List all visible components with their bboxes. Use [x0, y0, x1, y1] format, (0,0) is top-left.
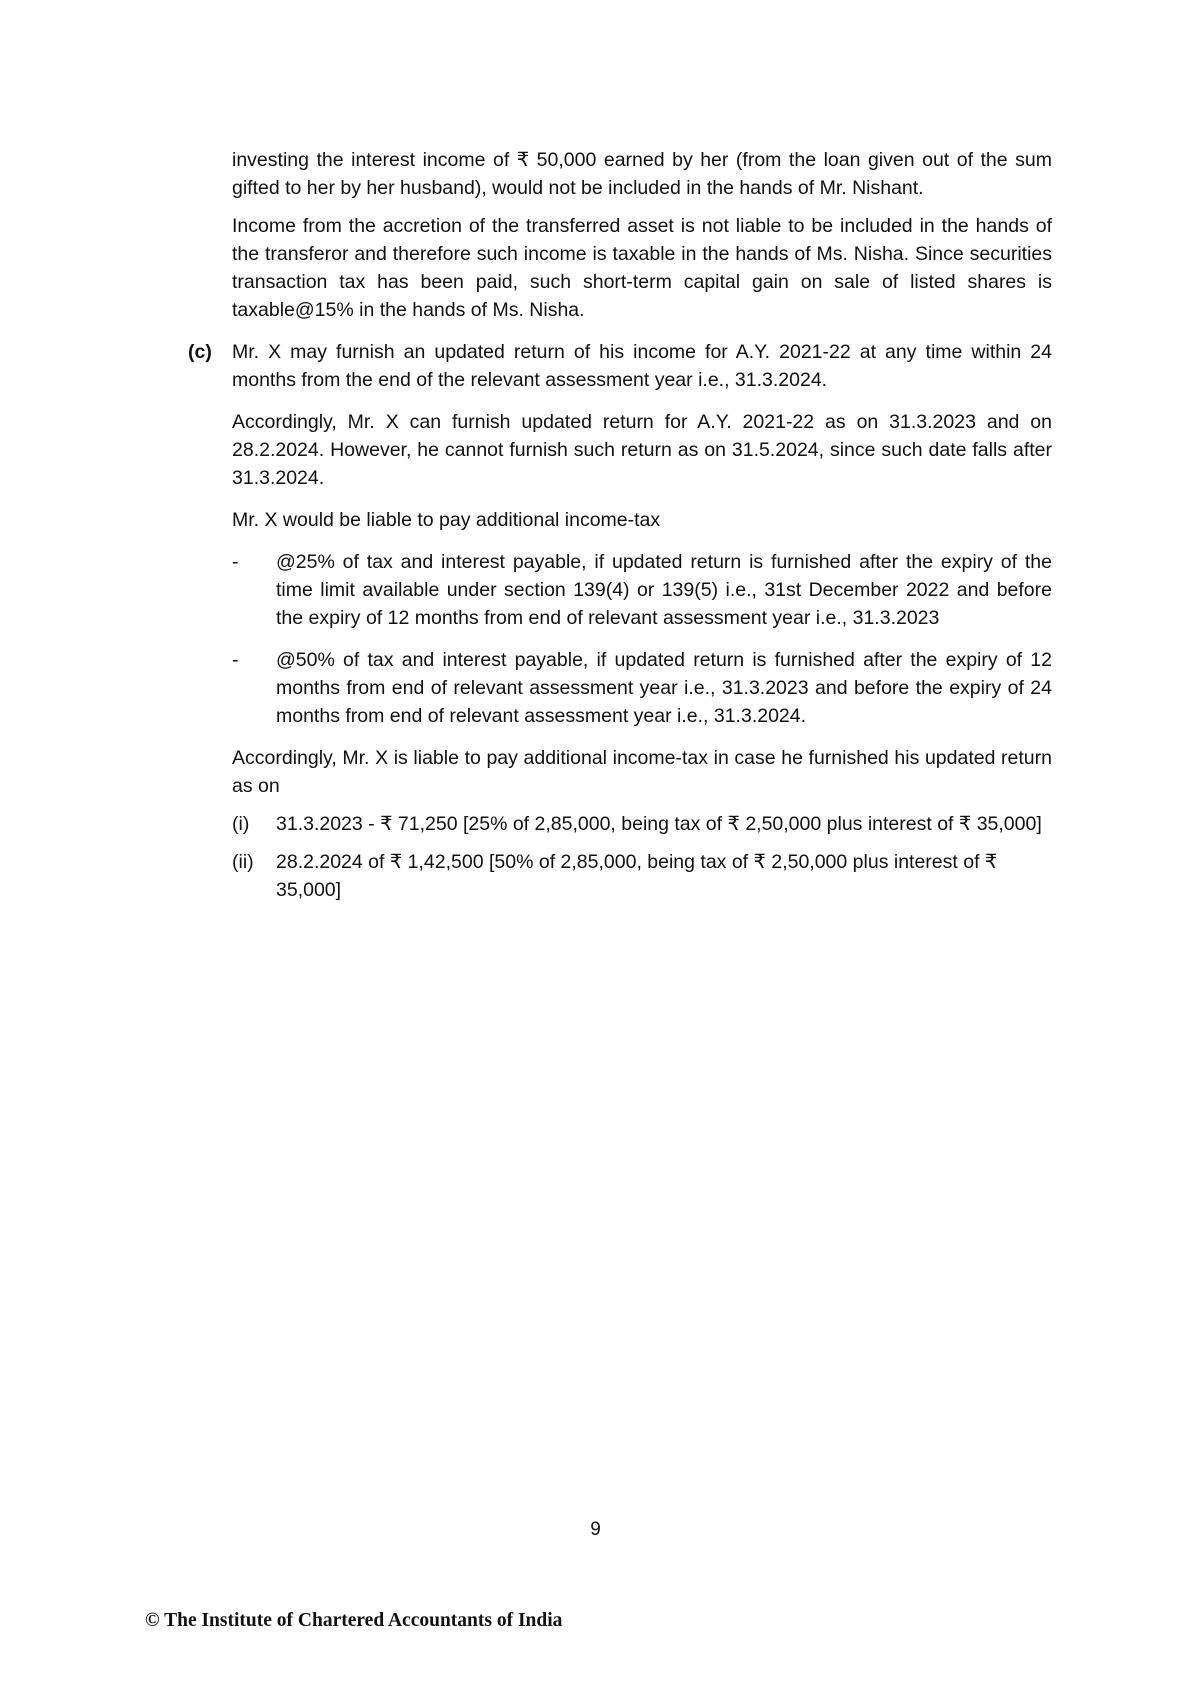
list-item-text: @25% of tax and interest payable, if updated return is furnished after the expiry of the time limit available under section 139(4) or 139(5) i.e., 31st December 2022 and before the expiry of 12 months from end of relevant assessment year i.e., 31.3.2023 [276, 551, 1052, 629]
list-item-text: @50% of tax and interest payable, if updated return is furnished after the expiry of 12 months from end of relevant assessment year i.e., 31.3.2023 and before the expiry of 24 months from end of relevant assessment year i.e., 31.3.2024. [276, 649, 1052, 727]
footer-copyright: © The Institute of Chartered Accountants of India [145, 1610, 563, 1631]
paragraph-accretion: Income from the accretion of the transferred asset is not liable to be included in the hands of the transferor and therefore such income is taxable in the hands of Ms. Nisha. Since securities transaction tax has been paid, such short-term capital gain on sale of listed shares is taxable@15% in the hands of Ms. Nisha. [232, 215, 1052, 321]
part-c-intro: Mr. X may furnish an updated return of his income for A.Y. 2021-22 at any time within 24 months from the end of the relevant assessment year i.e., 31.3.2024. [232, 341, 1052, 391]
part-c-section [188, 338, 1052, 394]
list-item-text: 31.3.2023 - ₹ 71,250 [25% of 2,85,000, being tax of ₹ 2,50,000 plus interest of ₹ 35,000] [276, 813, 1042, 835]
list-item-text: 28.2.2024 of ₹ 1,42,500 [50% of 2,85,000, being tax of ₹ 2,50,000 plus interest of ₹ 35,000] [276, 851, 998, 901]
page-number: 9 [590, 1519, 601, 1540]
paragraph-interest-income: investing the interest income of ₹ 50,000 earned by her (from the loan given out of the sum gifted to her by her husband), would not be included in the hands of Mr. Nishant. [232, 149, 1052, 199]
list-item-roman-ii [232, 848, 1052, 904]
paragraph-liable: Mr. X would be liable to pay additional income-tax [232, 509, 661, 531]
list-item-roman-i [232, 810, 1052, 838]
roman-marker: (i) [232, 813, 250, 835]
paragraph-accordingly-additional-tax: Accordingly, Mr. X is liable to pay additional income-tax in case he furnished his updated return as on [232, 747, 1052, 797]
roman-marker: (ii) [232, 851, 254, 873]
dash-marker: - [232, 551, 239, 573]
list-item-25-percent [232, 548, 1052, 632]
list-item-50-percent [232, 646, 1052, 730]
part-c-label: (c) [188, 341, 212, 363]
dash-marker: - [232, 649, 239, 671]
document-body [188, 146, 1052, 904]
paragraph-accordingly-furnish: Accordingly, Mr. X can furnish updated return for A.Y. 2021-22 as on 31.3.2023 and on 28.2.2024. However, he cannot furnish such return as on 31.5.2024, since such date falls after 31.3.2024. [232, 411, 1052, 489]
